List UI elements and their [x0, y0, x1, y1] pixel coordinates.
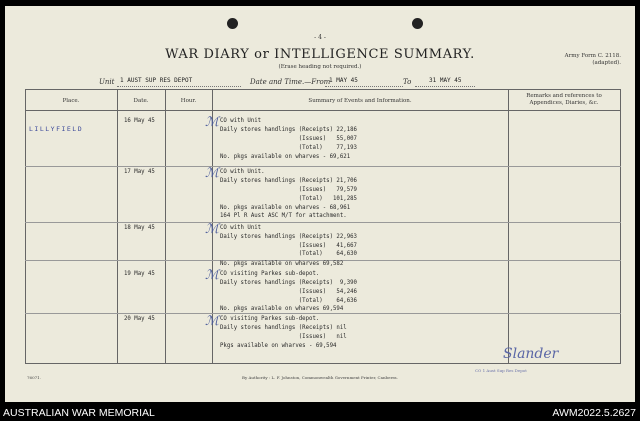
from-value: 1 MAY 45 — [329, 77, 358, 84]
place-value: LILLYFIELD — [29, 125, 84, 133]
punch-hole-right — [412, 18, 423, 29]
entry-date: 19 May 45 — [124, 271, 155, 277]
entry-line: No. pkgs available on wharves - 69,621 — [220, 154, 351, 160]
punch-hole-left — [227, 18, 238, 29]
entry-line: Pkgs available on wharves - 69,594 — [220, 343, 337, 349]
entry-line: CO with Unit. — [220, 169, 265, 175]
col-head-hour: Hour. — [180, 98, 197, 104]
entry-line: Daily stores handlings (Receipts) 21,706 — [220, 178, 357, 184]
army-form-note: (adapted). — [592, 60, 621, 66]
col-divider-remarks — [508, 89, 509, 363]
col-head-remarks — [508, 93, 620, 107]
entry-line: (Issues) 79,579 — [220, 187, 357, 193]
initial-mark: ℳ — [205, 166, 219, 181]
col-divider-hour — [165, 89, 166, 363]
army-form-label — [565, 53, 621, 67]
entry-line: (Issues) 41,667 — [220, 243, 357, 249]
page-number: - 4 - — [314, 34, 326, 41]
table-right-border — [620, 89, 621, 363]
entry-line: (Issues) 54,246 — [220, 289, 357, 295]
initial-mark: ℳ — [205, 222, 219, 237]
table-bottom-rule — [25, 363, 621, 364]
col-head-remarks-line1: Remarks and references to — [526, 93, 602, 99]
signature-stamp: CO 1 Aust Sup Res Depot — [475, 368, 527, 373]
col-head-remarks-line2: Appendices, Diaries, &c. — [529, 100, 599, 106]
ruled-line — [25, 166, 621, 167]
entry-line: CO visiting Parkes sub-depot. — [220, 316, 320, 322]
unit-dots — [117, 86, 241, 87]
entry-line: (Issues) nil — [220, 334, 347, 340]
from-dots — [325, 86, 403, 87]
printer-imprint: By Authority : L. F. Johnston, Commonwealth Government Printer, Canberra. — [242, 375, 398, 380]
entry-line: Daily stores handlings (Receipts) nil — [220, 325, 347, 331]
entry-line: No. pkgs available on wharves 69,594 — [220, 306, 344, 312]
army-form-number: Army Form C. 2118. — [564, 53, 621, 59]
ruled-line — [25, 313, 621, 314]
table-header-rule — [25, 110, 621, 111]
table-top-rule — [25, 89, 621, 90]
entry-date: 17 May 45 — [124, 169, 155, 175]
entry-line: CO with Unit — [220, 225, 262, 231]
col-divider-date — [117, 89, 118, 363]
entry-line: (Total) 64,636 — [220, 298, 357, 304]
entry-line: (Total) 77,193 — [220, 145, 357, 151]
entry-line: No. pkgs available on wharves 69,582 — [220, 261, 344, 267]
entry-date: 20 May 45 — [124, 316, 155, 322]
unit-value: 1 AUST SUP RES DEPOT — [120, 77, 193, 84]
to-value: 31 MAY 45 — [429, 77, 462, 84]
to-dots — [415, 86, 475, 87]
entry-line: 164 Pl R Aust ASC M/T for attachment. — [220, 213, 347, 219]
entry-line: CO visiting Parkes sub-depot. — [220, 271, 320, 277]
form-title: WAR DIARY or INTELLIGENCE SUMMARY. — [165, 47, 475, 62]
entry-line: (Total) 101,285 — [220, 196, 357, 202]
entry-date: 18 May 45 — [124, 225, 155, 231]
diary-sheet — [5, 6, 635, 402]
entry-line: (Total) 64,630 — [220, 251, 357, 257]
col-head-summary: Summary of Events and Information. — [308, 98, 412, 104]
initial-mark: ℳ — [205, 115, 219, 130]
entry-line: No. pkgs available on wharves - 68,961 — [220, 205, 351, 211]
entry-line: Daily stores handlings (Receipts) 9,390 — [220, 280, 357, 286]
initial-mark: ℳ — [205, 314, 219, 329]
entry-line: CO with Unit — [220, 118, 262, 124]
entry-line: (Issues) 55,007 — [220, 136, 357, 142]
to-label: To — [403, 78, 412, 86]
date-time-label: Date and Time.—From — [250, 78, 331, 86]
unit-label: Unit — [99, 78, 115, 86]
entry-line: Daily stores handlings (Receipts) 22,186 — [220, 127, 357, 133]
table-left-border — [25, 89, 26, 363]
archive-caption: AUSTRALIAN WAR MEMORIAL — [3, 407, 155, 419]
entry-date: 16 May 45 — [124, 118, 155, 124]
ruled-line — [25, 222, 621, 223]
col-head-place: Place. — [62, 98, 80, 104]
form-subtitle: (Erase heading not required.) — [278, 64, 362, 70]
col-head-date: Date. — [133, 98, 149, 104]
entry-line: Daily stores handlings (Receipts) 22,963 — [220, 234, 357, 240]
signature: Slander — [503, 346, 559, 362]
initial-mark: ℳ — [205, 268, 219, 283]
archive-reference: AWM2022.5.2627 — [552, 407, 636, 419]
form-print-number: 76071. — [27, 375, 41, 380]
